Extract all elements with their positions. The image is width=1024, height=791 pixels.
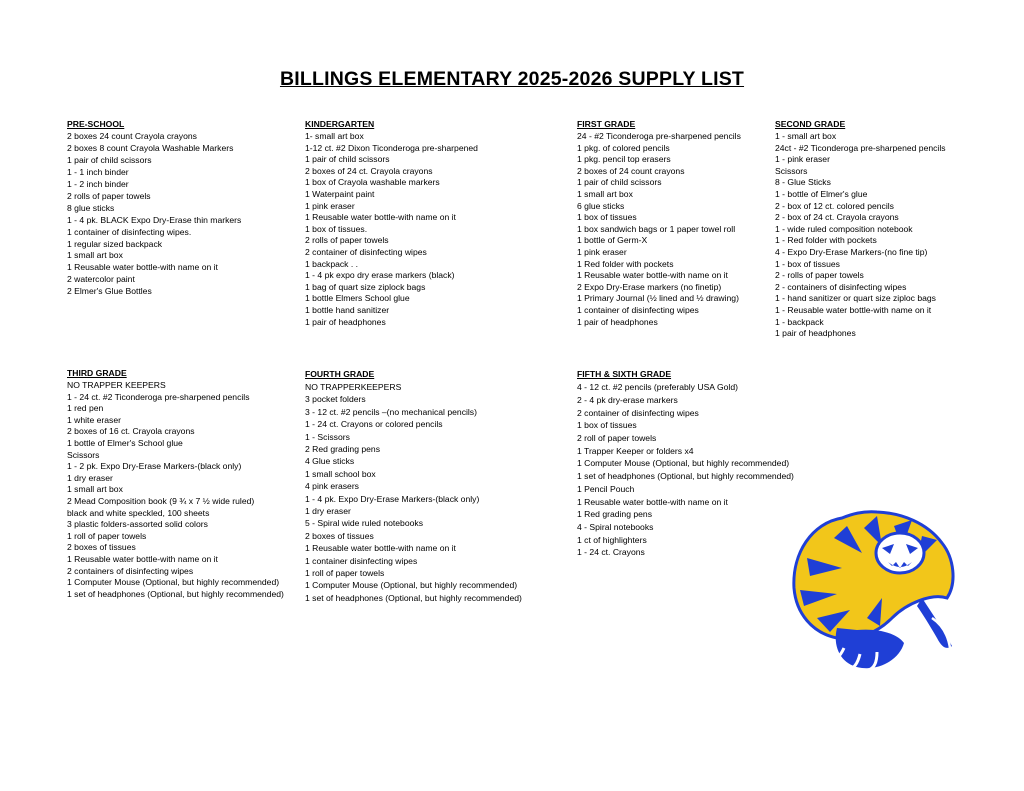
list-item: 3 pocket folders (305, 394, 366, 405)
list-item: 1 - 24 ct. Crayons (577, 547, 645, 558)
list-item: 2 - rolls of paper towels (775, 270, 864, 281)
fourth-grade-heading: FOURTH GRADE (305, 369, 375, 379)
list-item: 1 - 4 pk expo dry erase markers (black) (305, 270, 455, 281)
third-grade-heading: THIRD GRADE (67, 368, 127, 378)
list-item: 1- small art box (305, 131, 364, 142)
list-item: 5 - Spiral wide ruled notebooks (305, 518, 423, 529)
list-item: 2 Expo Dry-Erase markers (no finetip) (577, 281, 722, 292)
list-item: 1 pair of child scissors (305, 154, 390, 165)
list-item: 2 boxes of 24 count crayons (577, 165, 685, 176)
list-item: 1 set of headphones (Optional, but highly recommended) (305, 592, 522, 603)
list-item: 2 boxes of 16 ct. Crayola crayons (67, 426, 195, 437)
list-item: 1 pkg. pencil top erasers (577, 154, 671, 165)
list-item: 1 roll of paper towels (67, 530, 147, 541)
list-item: 8 - Glue Sticks (775, 177, 831, 188)
list-item: 1 pink eraser (305, 200, 355, 211)
list-item: 1 Pencil Pouch (577, 483, 635, 494)
fifth-sixth-grade-list (577, 368, 794, 559)
list-item: 4 - Expo Dry-Erase Markers-(no fine tip) (775, 247, 928, 258)
list-item: 2 container of disinfecting wipes (305, 247, 427, 258)
list-item: 1-12 ct. #2 Dixon Ticonderoga pre-sharpened (305, 142, 478, 153)
list-item: 24 - #2 Ticonderoga pre-sharpened pencils (577, 131, 741, 142)
list-item: 1 bottle hand sanitizer (305, 305, 390, 315)
list-item: 2 boxes of 24 ct. Crayola crayons (305, 165, 433, 176)
list-item: 1 pink eraser (577, 247, 627, 258)
list-item: 1 box of tissues (577, 212, 637, 223)
list-item: 2 - box of 24 ct. Crayola crayons (775, 212, 899, 223)
list-item: 2 rolls of paper towels (305, 235, 389, 246)
second-grade-list (775, 119, 946, 340)
list-item: 8 glue sticks (67, 202, 115, 213)
preschool-heading: PRE-SCHOOL (67, 119, 125, 129)
list-item: 1 box of Crayola washable markers (305, 177, 440, 188)
list-item: 1 pkg. of colored pencils (577, 142, 670, 153)
list-item: 1 - pink eraser (775, 154, 830, 165)
list-item: NO TRAPPER KEEPERS (67, 380, 166, 391)
list-item: 4 Glue sticks (305, 456, 355, 467)
page-title: BILLINGS ELEMENTARY 2025-2026 SUPPLY LIST (279, 68, 745, 90)
list-item: 1 small art box (67, 484, 123, 495)
list-item: 1 small art box (577, 189, 633, 200)
list-item: 1 Computer Mouse (Optional, but highly recommended) (305, 580, 518, 591)
second-grade-heading: SECOND GRADE (775, 119, 846, 129)
list-item: 1 container of disinfecting wipes. (67, 226, 192, 237)
list-item: 1 small art box (67, 250, 123, 261)
list-item: 1 - 2 inch binder (67, 179, 129, 190)
list-item: 1 regular sized backpack (67, 238, 163, 249)
list-item: 1 bottle of Elmer's School glue (67, 438, 183, 449)
list-item: 2 containers of disinfecting wipes (67, 565, 194, 576)
list-item: 2 - box of 12 ct. colored pencils (775, 200, 894, 211)
third-grade-list (67, 368, 284, 600)
list-item: 1 - small art box (775, 131, 837, 142)
kindergarten-heading: KINDERGARTEN (305, 119, 375, 129)
list-item: 2 Red grading pens (305, 443, 381, 454)
list-item: 2 boxes 8 count Crayola Washable Markers (67, 143, 234, 154)
list-item: 1 set of headphones (Optional, but highly recommended) (577, 471, 794, 482)
list-item: 1 - backpack (775, 316, 824, 327)
list-item: 1 ct of highlighters (577, 534, 647, 545)
list-item: 1 pair of child scissors (67, 155, 152, 166)
list-item: 1 pair of headphones (305, 316, 386, 327)
list-item: 1 roll of paper towels (305, 568, 385, 578)
list-item: 2 watercolor paint (67, 274, 135, 285)
list-item: 1 Reusable water bottle-with name on it (305, 212, 456, 223)
list-item: 1 bottle Elmers School glue (305, 293, 410, 304)
list-item: 6 glue sticks (577, 200, 625, 211)
list-item: 1 - 4 pk. BLACK Expo Dry-Erase thin markers (67, 214, 242, 225)
list-item: 1 Reusable water bottle-with name on it (577, 496, 728, 507)
list-item: Scissors (775, 165, 808, 176)
list-item: 1 - Reusable water bottle-with name on it (775, 305, 932, 315)
list-item: 1 box sandwich bags or 1 paper towel roll (577, 223, 736, 234)
list-item: 1 Reusable water bottle-with name on it (305, 543, 456, 554)
first-grade-list (577, 119, 741, 328)
list-item: 2 rolls of paper towels (67, 190, 151, 201)
list-item: 1 - wide ruled composition notebook (775, 223, 913, 234)
list-item: 1 bottle of Germ-X (577, 235, 648, 246)
list-item: 2 roll of paper towels (577, 433, 657, 444)
list-item: 2 boxes of tissues (67, 542, 136, 553)
fourth-grade-list (305, 368, 522, 604)
list-item: 4 - 12 ct. #2 pencils (preferably USA Gold) (577, 382, 738, 393)
list-item: 1 pair of headphones (775, 328, 856, 339)
list-item: 1 Computer Mouse (Optional, but highly recommended) (67, 577, 280, 588)
list-item: 1 dry eraser (67, 472, 113, 483)
list-item: 1 - bottle of Elmer's glue (775, 189, 868, 200)
list-item: 1 backpack . . (305, 258, 359, 269)
list-item: 2 Mead Composition book (9 ¾ x 7 ½ wide ruled) (67, 496, 255, 507)
list-item: 2 boxes 24 count Crayola crayons (67, 131, 197, 142)
list-item: 1 - box of tissues (775, 258, 840, 269)
list-item: 1 pair of headphones (577, 316, 658, 327)
list-item: 2 boxes of tissues (305, 530, 374, 541)
list-item: 4 - Spiral notebooks (577, 521, 654, 532)
list-item: 4 pink erasers (305, 481, 359, 492)
list-item: 1 Reusable water bottle-with name on it (67, 554, 218, 564)
list-item: 1 box of tissues (577, 420, 637, 431)
first-grade-heading: FIRST GRADE (577, 119, 636, 129)
list-item: 1 box of tissues. (305, 223, 368, 234)
list-item: 1 bag of quart size ziplock bags (305, 281, 426, 292)
list-item: 2 - 4 pk dry-erase markers (577, 394, 678, 405)
list-item: 3 plastic folders-assorted solid colors (67, 519, 208, 530)
list-item: 1 - Red folder with pockets (775, 235, 877, 246)
list-item: NO TRAPPERKEEPERS (305, 381, 402, 392)
list-item: 1 white eraser (67, 414, 121, 425)
list-item: 1 container of disinfecting wipes (577, 305, 699, 315)
list-item: 1 Computer Mouse (Optional, but highly recommended) (577, 458, 790, 469)
list-item: 1 - hand sanitizer or quart size ziploc bags (775, 293, 936, 304)
list-item: 1 Reusable water bottle-with name on it (67, 262, 218, 273)
list-item: Scissors (67, 449, 100, 460)
list-item: 1 Trapper Keeper or folders x4 (577, 445, 694, 456)
list-item: 1 - Scissors (305, 431, 350, 442)
list-item: 1 - 1 inch binder (67, 167, 129, 178)
list-item: 1 Waterpaint paint (305, 189, 375, 200)
list-item: 24ct - #2 Ticonderoga pre-sharpened pencils (775, 142, 946, 153)
kindergarten-list (305, 119, 478, 328)
list-item: 1 - 24 ct. #2 Ticonderoga pre-sharpened pencils (67, 391, 250, 402)
tiger-mascot-icon (782, 498, 962, 673)
list-item: 1 - 4 pk. Expo Dry-Erase Markers-(black only) (305, 493, 480, 504)
list-item: 1 pair of child scissors (577, 177, 662, 188)
list-item: 2 - containers of disinfecting wipes (775, 281, 907, 292)
list-item: 1 Primary Journal (½ lined and ½ drawing) (577, 293, 739, 304)
list-item: 1 set of headphones (Optional, but highly recommended) (67, 588, 284, 599)
list-item: 1 red pen (67, 403, 104, 414)
list-item: 2 Elmer's Glue Bottles (67, 286, 152, 297)
list-item: 2 container of disinfecting wipes (577, 407, 699, 418)
list-item: 1 Red folder with pockets (577, 258, 674, 269)
list-item: 3 - 12 ct. #2 pencils –(no mechanical pencils) (305, 406, 477, 417)
preschool-list (67, 119, 241, 298)
list-item: 1 small school box (305, 468, 376, 479)
list-item: 1 container disinfecting wipes (305, 555, 418, 566)
list-item: 1 Red grading pens (577, 509, 653, 520)
list-item: 1 - 24 ct. Crayons or colored pencils (305, 419, 443, 430)
list-item: black and white speckled, 100 sheets (67, 507, 210, 518)
fifth-sixth-grade-heading: FIFTH & SIXTH GRADE (577, 369, 672, 379)
list-item: 1 - 2 pk. Expo Dry-Erase Markers-(black only) (67, 461, 242, 472)
list-item: 1 dry eraser (305, 505, 351, 516)
list-item: 1 Reusable water bottle-with name on it (577, 270, 728, 281)
